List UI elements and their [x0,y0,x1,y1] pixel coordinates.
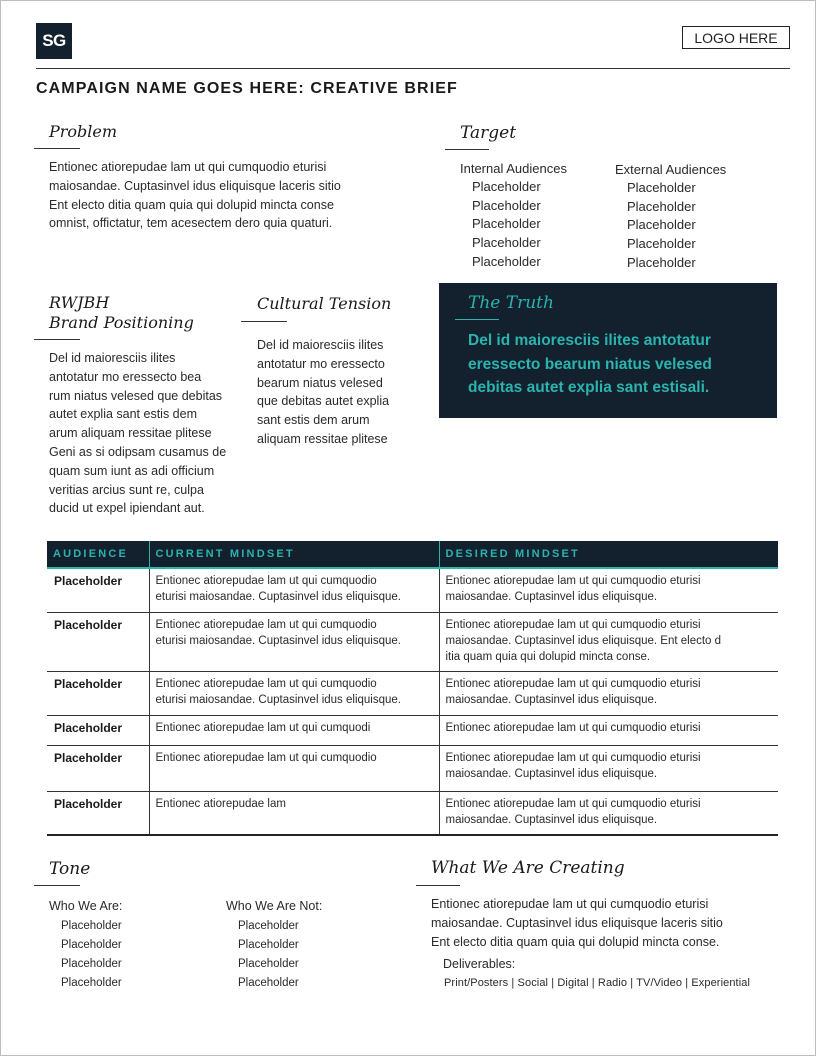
problem-rule [34,148,80,149]
creating-rule [416,885,460,886]
table-row [47,791,778,835]
creating-heading: What We Are Creating [431,858,625,878]
tension-line: aliquam ressitae plitese [257,431,388,446]
cell-line: Entionec atiorepudae lam ut qui cumquodio [155,677,377,690]
who-we-are-not-label: Who We Are Not: [226,899,323,913]
cell-line: maiosandae. Cuptasinvel idus eliquisque. [445,591,658,603]
cell-line: Entionec atiorepudae lam ut qui cumquodio eturisi [445,677,701,690]
table-header-row [47,541,778,568]
audience-cell: Placeholder [47,671,149,715]
who-we-are-label: Who We Are: [49,899,123,913]
positioning-line: rum niatus velesed que debitas [49,388,223,403]
tone-item: Placeholder [238,958,299,970]
audience-item: Placeholder [472,216,541,232]
positioning-line: autet explia sant estis dem [49,407,197,422]
cell-line: Entionec atiorepudae lam ut qui cumquodio [155,751,377,764]
deliverables-label: Deliverables: [443,957,516,971]
audience-item: Placeholder [472,235,541,251]
positioning-text [49,349,244,518]
target-rule [445,149,489,150]
audience-item: Placeholder [472,179,541,194]
cell-line: maiosandae. Cuptasinvel idus eliquisque. Ent electo d [445,634,722,647]
tension-heading: Cultural Tension [257,294,392,313]
tension-line: que debitas autet explia [257,394,390,409]
tension-line: Del id maioresciis ilites [257,338,384,352]
audience-cell: Placeholder [47,612,149,671]
positioning-line: antotatur mo eressecto bea [49,369,202,384]
tone-item: Placeholder [238,920,299,932]
positioning-rule [34,339,80,340]
current-mindset-cell [149,715,439,745]
cell-line: Entionec atiorepudae lam [155,797,286,810]
who-we-are-not [226,897,322,993]
audience-item: Placeholder [472,197,541,213]
tone-item: Placeholder [238,977,299,989]
truth-box [439,283,777,418]
table-row [47,671,778,715]
column-header-current-mindset: CURRENT MINDSET [149,541,439,568]
tension-line: bearum niatus velesed [257,375,383,390]
mindset-table [47,541,778,836]
cell-line: eturisi maiosandae. Cuptasinvel idus eliquisque. [155,693,401,706]
external-audiences-label: External Audiences [615,162,727,177]
problem-line: Entionec atiorepudae lam ut qui cumquodio eturisi [49,160,327,174]
tension-line: antotatur mo eressecto [257,356,385,371]
positioning-heading-line: RWJBH [49,293,110,312]
tone-item: Placeholder [61,958,122,970]
tension-rule [241,321,287,322]
audience-item: Placeholder [627,236,696,252]
cell-line: Entionec atiorepudae lam ut qui cumquodio eturisi [445,721,701,734]
positioning-line: veritias arcius sunt re, culpa [49,482,204,497]
problem-line: maiosandae. Cuptasinvel idus eliquisque laceris sitio [49,178,341,193]
audience-item: Placeholder [627,254,696,270]
audience-item: Placeholder [627,217,696,233]
truth-rule [455,319,499,320]
positioning-line: Geni as si odipsam cusamus de [49,444,227,459]
audience-item: Placeholder [627,180,696,195]
tone-item: Placeholder [238,939,299,951]
truth-text [468,329,768,400]
positioning-line: Del id maioresciis ilites [49,351,176,365]
cell-line: maiosandae. Cuptasinvel idus eliquisque. [445,767,658,780]
desired-mindset-cell [439,612,778,671]
cell-line: eturisi maiosandae. Cuptasinvel idus eliquisque. [155,634,401,647]
cell-line: Entionec atiorepudae lam ut qui cumquodio eturisi [445,797,701,810]
truth-heading: The Truth [468,293,554,313]
header-divider [36,68,790,69]
audience-cell: Placeholder [47,568,149,612]
logo-placeholder-box: LOGO HERE [682,26,790,49]
table-row [47,715,778,745]
table-row [47,745,778,791]
problem-line: omnist, offictatur, tem acesectem dero quia quaturi. [49,216,333,231]
target-heading: Target [460,123,517,143]
cell-line: Entionec atiorepudae lam ut qui cumquodio [155,618,377,631]
internal-audiences [460,160,567,272]
tone-item: Placeholder [61,939,122,951]
cell-line: Entionec atiorepudae lam ut qui cumquodio eturisi [445,575,701,587]
desired-mindset-cell [439,715,778,745]
audience-item: Placeholder [472,253,541,269]
tone-item: Placeholder [61,920,122,932]
audience-item: Placeholder [627,198,696,214]
positioning-line: ducid ut expel ipiendant aut. [49,501,205,516]
current-mindset-cell [149,612,439,671]
desired-mindset-cell [439,671,778,715]
positioning-heading [49,293,194,333]
positioning-heading-line: Brand Positioning [49,313,194,332]
internal-audiences-label: Internal Audiences [460,161,567,176]
table-row [47,568,778,612]
truth-line: Del id maioresciis ilites antotatur [468,332,711,349]
current-mindset-cell [149,745,439,791]
audience-cell: Placeholder [47,715,149,745]
creating-line: Entionec atiorepudae lam ut qui cumquodio eturisi [431,897,709,911]
positioning-line: arum aliquam ressitae plitese [49,426,212,441]
column-header-desired-mindset: DESIRED MINDSET [439,541,778,568]
audience-cell: Placeholder [47,791,149,835]
tension-line: sant estis dem arum [257,413,370,428]
tone-heading: Tone [49,859,91,879]
cell-line: Entionec atiorepudae lam ut qui cumquodio eturisi [445,751,701,764]
cell-line: Entionec atiorepudae lam ut qui cumquodi [155,721,371,734]
cell-line: maiosandae. Cuptasinvel idus eliquisque. [445,813,658,826]
cell-line: maiosandae. Cuptasinvel idus eliquisque. [445,693,658,706]
desired-mindset-cell [439,745,778,791]
creating-line: Ent electo ditia quam quia qui dolupid mincta conse. [431,934,720,949]
audience-cell: Placeholder [47,745,149,791]
column-header-audience: AUDIENCE [47,541,149,568]
current-mindset-cell [149,568,439,612]
cell-line: eturisi maiosandae. Cuptasinvel idus eliquisque. [155,591,401,603]
tone-item: Placeholder [61,977,122,989]
problem-text [49,158,389,233]
sg-logo: SG [36,23,72,59]
cell-line: Entionec atiorepudae lam ut qui cumquodio [155,575,377,587]
positioning-line: quam sum iunt as adi officium [49,463,215,478]
truth-line: eressecto bearum niatus velesed [468,355,712,373]
truth-line: debitas autet explia sant estisali. [468,379,710,396]
external-audiences [615,161,726,273]
problem-heading: Problem [49,122,118,141]
cell-line: itia quam quia qui dolupid mincta conse. [445,650,651,663]
desired-mindset-cell [439,791,778,835]
current-mindset-cell [149,791,439,835]
who-we-are [49,897,122,993]
cell-line: Entionec atiorepudae lam ut qui cumquodio eturisi [445,618,701,631]
tone-rule [34,885,80,886]
deliverables-list: Print/Posters | Social | Digital | Radio | TV/Video | Experiential [444,977,751,989]
page-title: CAMPAIGN NAME GOES HERE: CREATIVE BRIEF [36,80,458,97]
table-row [47,612,778,671]
creating-text [431,895,791,951]
creating-line: maiosandae. Cuptasinvel idus eliquisque laceris sitio [431,915,723,930]
tension-text [257,336,427,449]
desired-mindset-cell [439,568,778,612]
current-mindset-cell [149,671,439,715]
problem-line: Ent electo ditia quam quia qui dolupid mincta conse [49,197,334,212]
